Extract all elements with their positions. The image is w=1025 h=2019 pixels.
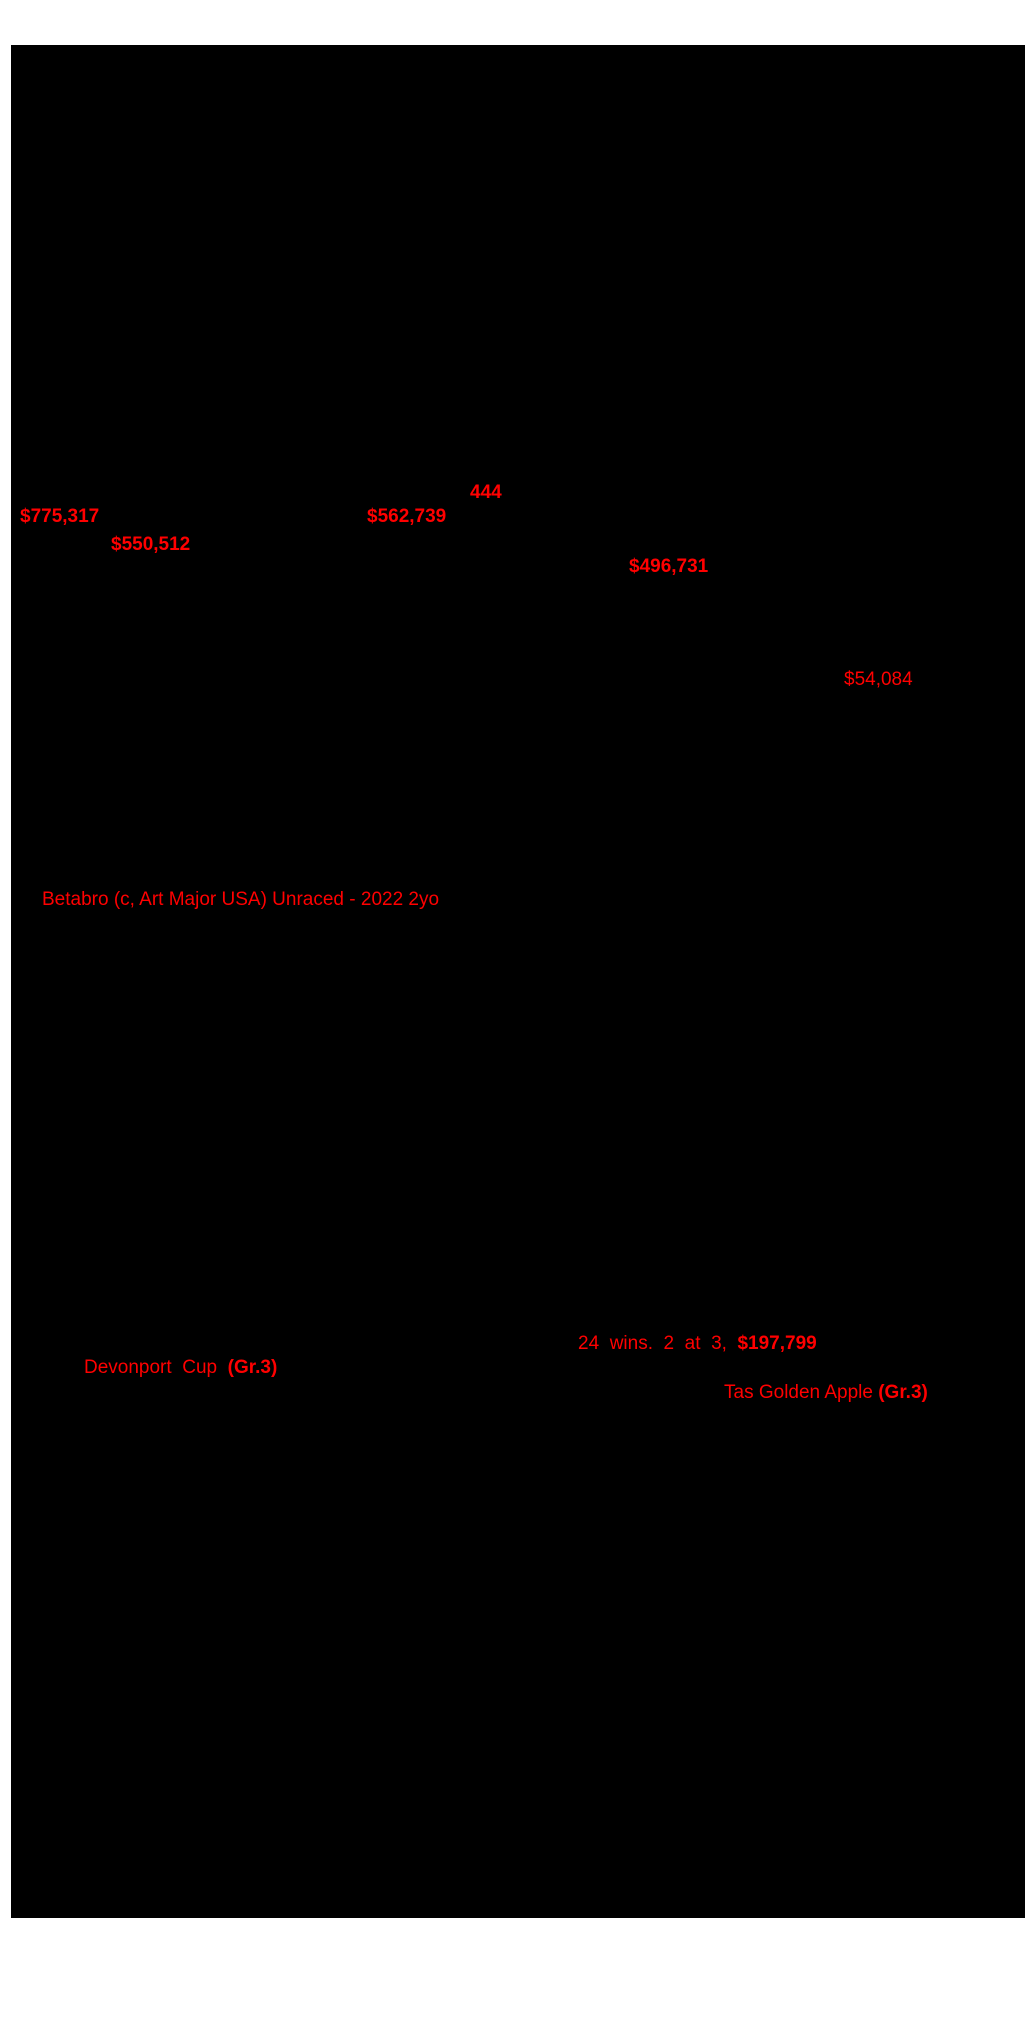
race-devonport-cup-grade: (Gr.3) [227,1357,278,1378]
earnings-value-562739: $562,739 [367,506,447,527]
race-tas-golden-apple [724,1383,928,1402]
race-tas-golden-apple-label: Tas Golden Apple [724,1382,879,1403]
earnings-value-775317: $775,317 [20,506,100,527]
earnings-value-444: 444 [470,482,502,503]
race-devonport-cup-label: Devonport Cup [84,1357,228,1378]
race-record-earnings: $197,799 [737,1333,817,1354]
black-content-panel [11,45,1025,1918]
race-record [578,1334,817,1353]
progeny-note: Betabro (c, Art Major USA) Unraced - 2022 2yo [42,889,440,910]
earnings-value-550512: $550,512 [111,534,191,555]
earnings-value-54084: $54,084 [844,669,913,690]
earnings-value-496731: $496,731 [629,556,709,577]
race-tas-golden-apple-grade: (Gr.3) [878,1382,928,1403]
race-devonport-cup [84,1358,277,1377]
race-record-wins: 24 wins. 2 at 3, [578,1333,738,1354]
